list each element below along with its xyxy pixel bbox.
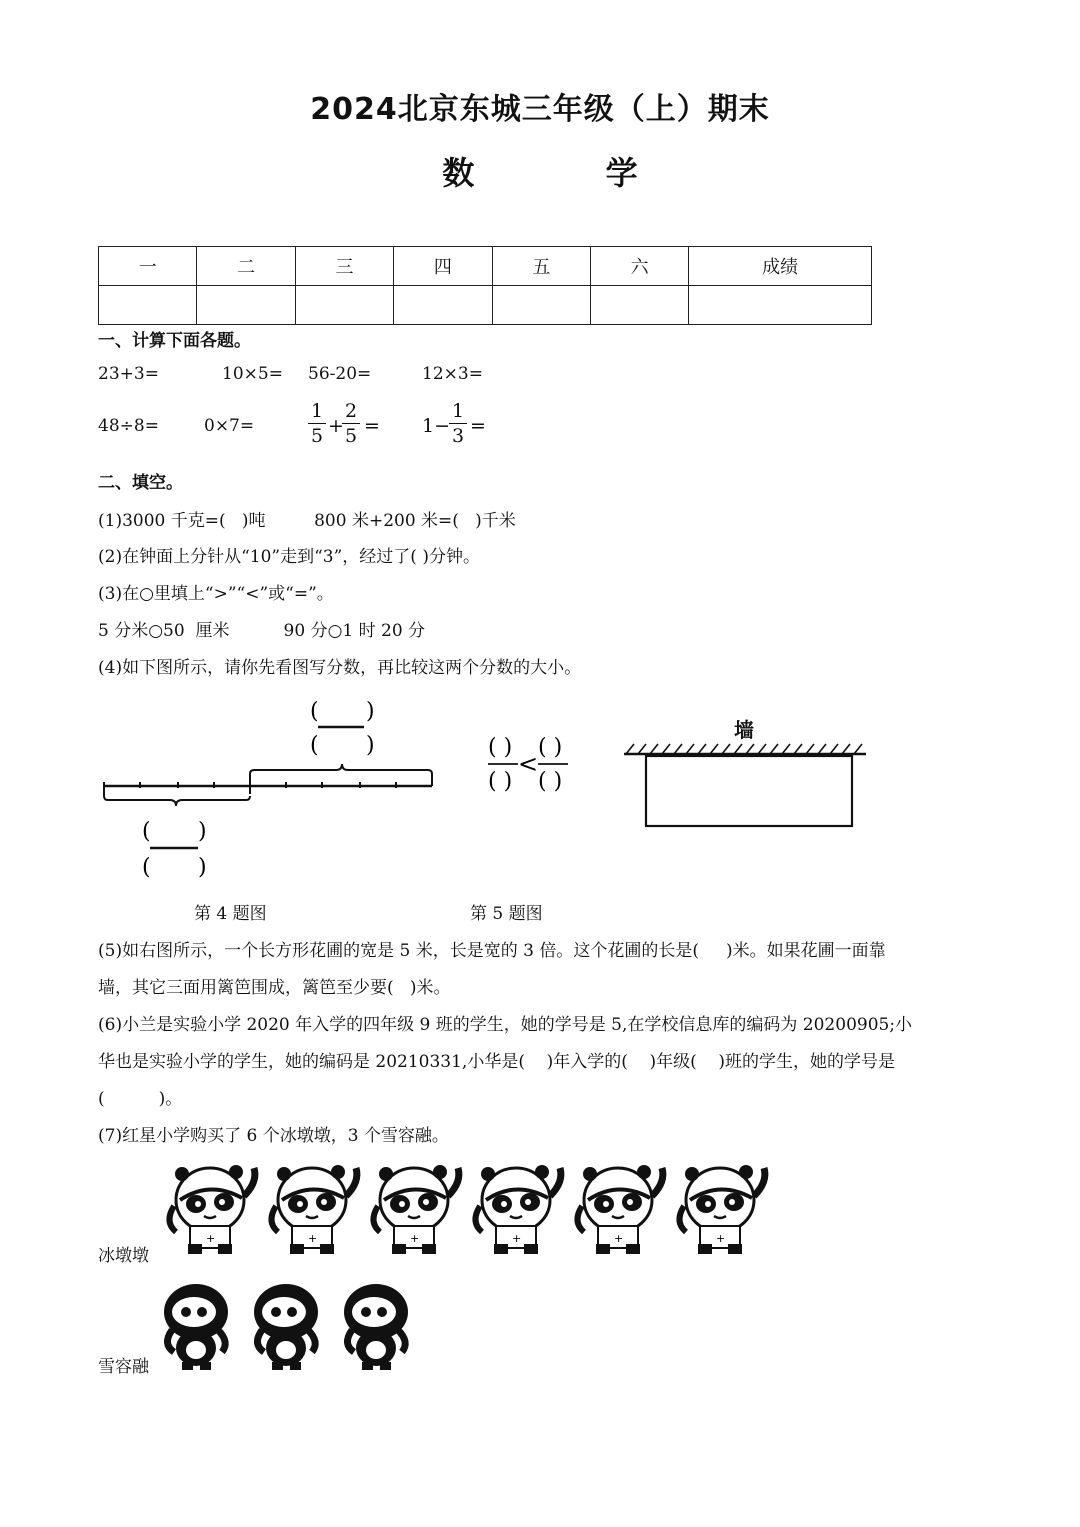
question-6-line-2: 华也是实验小学的学生，她的编码是 20210331,小华是( )年入学的( )年级( )班的学生，她的学号是 <box>98 1052 895 1072</box>
score-table-blank-row <box>99 286 872 325</box>
fraction-one-third: 1 3 <box>449 400 467 447</box>
shueyrhonrhon-icon <box>338 1282 428 1372</box>
garden-rectangle <box>646 756 852 826</box>
figure-5-caption: 第 5 题图 <box>470 904 543 924</box>
score-cell <box>492 286 590 325</box>
score-header-cell: 成绩 <box>689 247 872 286</box>
bingdwendwen-icon <box>364 1160 466 1256</box>
question-1: (1)3000 千克=( )吨 800 米+200 米=( )千米 <box>98 511 516 531</box>
fig4-top-open-paren: ( <box>310 699 319 724</box>
score-cell <box>590 286 688 325</box>
question-3: (3)在○里填上“>”“<”或“=”。 <box>98 584 334 604</box>
score-header-cell: 一 <box>99 247 197 286</box>
question-6-line-3: ( )。 <box>98 1089 183 1109</box>
subject-title: 数 学 <box>442 154 678 192</box>
question-7: (7)红星小学购买了 6 个冰墩墩，3 个雪容融。 <box>98 1126 449 1146</box>
wall-hatching <box>626 744 862 754</box>
svg-text:+: + <box>308 1232 318 1245</box>
svg-text:( ): ( ) <box>538 735 563 760</box>
svg-text:( ): ( ) <box>538 769 563 794</box>
plus-sign: + <box>328 415 344 437</box>
question-4: (4)如下图所示，请你先看图写分数，再比较这两个分数的大小。 <box>98 658 582 678</box>
fraction-two-fifths: 2 5 <box>342 400 360 447</box>
bingdwendwen-icon <box>568 1160 670 1256</box>
svg-text:+: + <box>410 1232 420 1245</box>
wall-label: 墙 <box>734 718 754 742</box>
calc-item: 10×5= <box>222 364 283 384</box>
calc-item: 23+3= <box>98 364 159 384</box>
score-cell <box>394 286 492 325</box>
svg-text:<: < <box>518 750 539 778</box>
score-table-header-row <box>99 247 872 286</box>
calc-item: 56-20= <box>308 364 372 384</box>
svg-text:(: ( <box>142 819 151 844</box>
svg-text:): ) <box>198 819 207 844</box>
score-header-cell: 三 <box>295 247 393 286</box>
fraction-one-fifth: 1 5 <box>308 400 326 447</box>
svg-text:): ) <box>366 733 375 758</box>
question-5-line-1: (5)如右图所示，一个长方形花圃的宽是 5 米，长是宽的 3 倍。这个花圃的长是( )米。如果花圃一面靠 <box>98 941 886 961</box>
svg-text:+: + <box>716 1232 726 1245</box>
score-header-cell: 二 <box>197 247 295 286</box>
score-cell <box>295 286 393 325</box>
bingdwendwen-icon <box>160 1160 262 1256</box>
question-2: (2)在钟面上分针从“10”走到“3”，经过了( )分钟。 <box>98 547 480 567</box>
bingdwendwen-icon <box>670 1160 772 1256</box>
score-cell <box>197 286 295 325</box>
calc-item: 12×3= <box>422 364 483 384</box>
shueyrhonrhon-icon <box>248 1282 338 1372</box>
score-table <box>98 246 872 325</box>
section2-heading: 二、填空。 <box>98 473 183 493</box>
svg-text:(: ( <box>310 733 319 758</box>
svg-text:+: + <box>614 1232 624 1245</box>
equals-sign: = <box>470 415 486 437</box>
calc-item: 0×7= <box>204 416 255 436</box>
bingdwendwen-icon <box>262 1160 364 1256</box>
calc-item: 48÷8= <box>98 416 159 436</box>
figure-5-garden-rectangle <box>622 740 870 832</box>
section1-heading: 一、计算下面各题。 <box>98 331 251 351</box>
shueyrhonrhon-label: 雪容融 <box>98 1357 149 1377</box>
shueyrhonrhon-row <box>158 1282 428 1372</box>
svg-text:+: + <box>206 1232 216 1245</box>
shueyrhonrhon-icon <box>158 1282 248 1372</box>
figure-4-number-line <box>98 690 443 885</box>
svg-text:): ) <box>198 855 207 880</box>
svg-text:+: + <box>512 1232 522 1245</box>
one-minus: 1− <box>422 415 451 437</box>
question-5-line-2: 墙，其它三面用篱笆围成，篱笆至少要( )米。 <box>98 978 451 998</box>
figure-4-caption: 第 4 题图 <box>194 904 267 924</box>
score-cell <box>99 286 197 325</box>
fig4-top-close-paren: ) <box>366 699 375 724</box>
svg-text:(: ( <box>142 855 151 880</box>
score-cell <box>689 286 872 325</box>
question-3-items: 5 分米○50 厘米 90 分○1 时 20 分 <box>98 621 426 641</box>
bingdwendwen-label: 冰墩墩 <box>98 1246 149 1266</box>
score-header-cell: 四 <box>394 247 492 286</box>
fraction-comparison-placeholder <box>486 732 570 800</box>
page-title: 2024北京东城三年级（上）期末 <box>310 92 770 127</box>
equals-sign: = <box>364 415 380 437</box>
question-6-line-1: (6)小兰是实验小学 2020 年入学的四年级 9 班的学生，她的学号是 5,在学校信息库的编码为 20200905;小 <box>98 1015 913 1035</box>
svg-text:( ): ( ) <box>488 769 513 794</box>
svg-text:( ): ( ) <box>488 735 513 760</box>
score-header-cell: 五 <box>492 247 590 286</box>
bingdwendwen-icon <box>466 1160 568 1256</box>
score-header-cell: 六 <box>590 247 688 286</box>
bingdwendwen-row <box>160 1160 772 1256</box>
